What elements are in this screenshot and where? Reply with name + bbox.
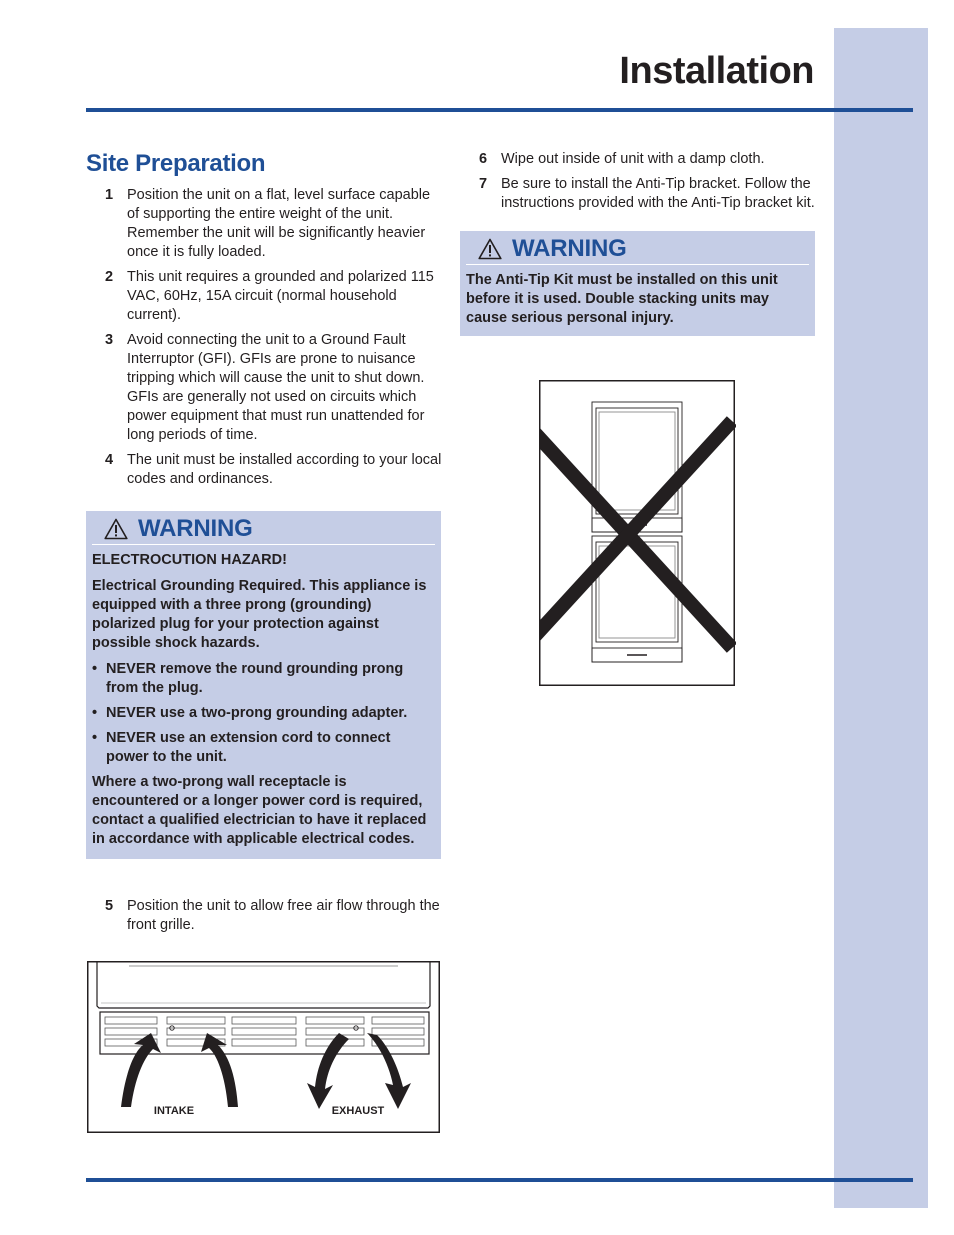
anti-tip-warning-text: The Anti-Tip Kit must be installed on this unit before it is used. Double stacking units may cause serious personal injury. — [466, 272, 778, 326]
step-text: The unit must be installed according to your local codes and ordinances. — [127, 452, 442, 487]
no-double-stacking-figure — [539, 380, 736, 687]
warning-closing: Where a two-prong wall receptacle is encountered or a longer power cord is required, contact a qualified electrician to have it replaced in accordance with applicable electrical codes. — [92, 774, 427, 847]
page-title: Installation — [619, 50, 814, 92]
step-item — [86, 451, 446, 489]
step-text: Position the unit on a flat, level surface capable of supporting the entire weight of the unit. Remember the unit will be significantly heavier once it is fully loaded. — [127, 187, 431, 260]
exhaust-label: EXHAUST — [331, 1105, 385, 1117]
right-column — [460, 150, 816, 336]
left-column — [86, 150, 446, 859]
step-item — [86, 186, 446, 262]
step-text: Position the unit to allow free air flow through the front grille. — [127, 898, 440, 933]
warning-bullet: • NEVER use a two-prong grounding adapter. — [92, 704, 435, 723]
step-item — [86, 331, 446, 445]
warning-bullet: • NEVER remove the round grounding prong from the plug. — [92, 660, 435, 698]
warning-title: WARNING — [138, 515, 253, 542]
step-number: 7 — [479, 176, 488, 192]
step-number: 1 — [105, 187, 114, 203]
step-text: Be sure to install the Anti-Tip bracket. Follow the instructions provided with the Anti-Tip bracket kit. — [501, 176, 815, 211]
footer-rule — [86, 1178, 913, 1182]
step-item — [460, 175, 816, 213]
step-number: 6 — [479, 151, 488, 167]
step-item — [460, 150, 816, 169]
side-tab — [834, 28, 928, 1208]
warning-bullets — [92, 660, 435, 767]
step-number: 3 — [105, 332, 114, 348]
hazard-heading: ELECTROCUTION HAZARD! — [92, 552, 287, 568]
warning-header — [466, 235, 809, 265]
step-text: Avoid connecting the unit to a Ground Fault Interruptor (GFI). GFIs are prone to nuisance tripping which will cause the unit to shut down. GFIs are generally not used on circuits which power equipment that must run unattended for long periods of time. — [127, 332, 425, 443]
step-5-list — [86, 897, 446, 941]
anti-tip-warning-box — [460, 231, 815, 336]
section-heading: Site Preparation — [86, 150, 266, 177]
step-text: Wipe out inside of unit with a damp cloth. — [501, 151, 765, 167]
warning-header — [92, 515, 435, 545]
step-number: 5 — [105, 898, 114, 914]
warning-triangle-icon — [104, 518, 128, 540]
step-item — [86, 268, 446, 325]
step-number: 2 — [105, 269, 114, 285]
grounding-intro: Electrical Grounding Required. This appliance is equipped with a three prong (grounding) polarized plug for your protection against possible shock hazards. — [92, 578, 427, 651]
warning-triangle-icon — [478, 238, 502, 260]
step-number: 4 — [105, 452, 114, 468]
warning-title: WARNING — [512, 235, 627, 262]
electrocution-warning-box — [86, 511, 441, 859]
steps-list — [86, 186, 446, 489]
steps-list — [460, 150, 816, 213]
grille-airflow-figure — [87, 961, 440, 1133]
warning-bullet: • NEVER use an extension cord to connect power to the unit. — [92, 729, 435, 767]
step-text: This unit requires a grounded and polarized 115 VAC, 60Hz, 15A circuit (normal household current). — [127, 269, 434, 323]
header-rule — [86, 108, 913, 112]
intake-label: INTAKE — [153, 1105, 195, 1117]
step-item — [86, 897, 446, 935]
